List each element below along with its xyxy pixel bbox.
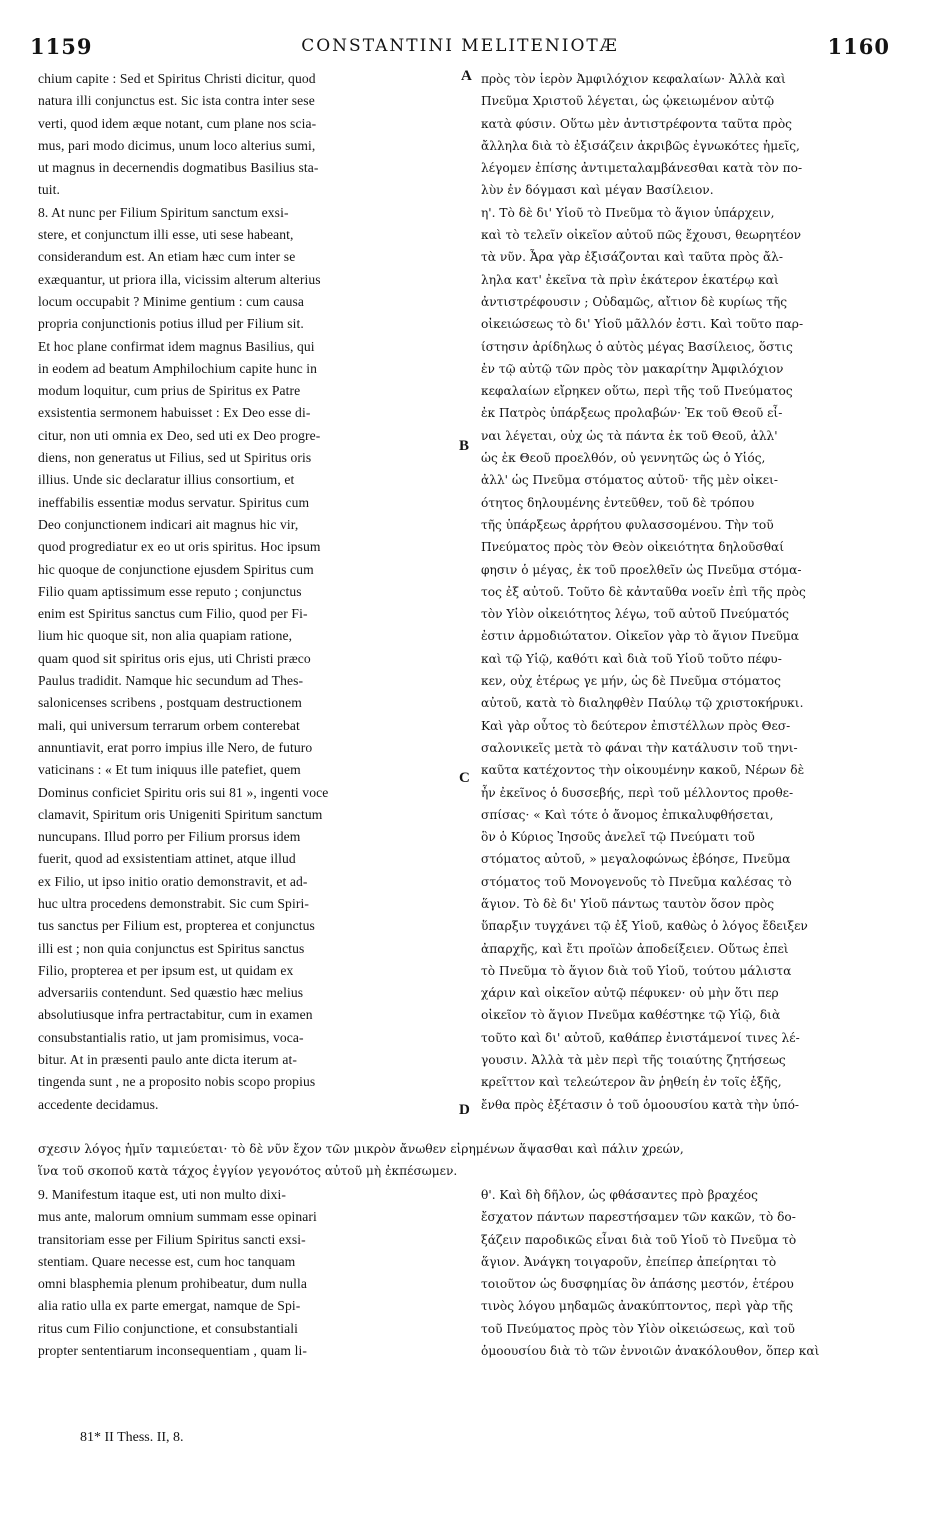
text-line: huc ultra procedens demonstrabit. Sic cum Spiri- [38, 895, 309, 911]
text-line: accedente decidamus. [38, 1096, 159, 1112]
text-line: λὺν ἐν δόγμασι καὶ μέγαν Βασίλειον. [481, 183, 714, 198]
text-line: stere, et conjunctum illi esse, uti sese habeant, [38, 227, 294, 243]
text-line: modum loquitur, cum prius de Spiritus ex Patre [38, 383, 301, 399]
text-line: κρεῖττον καὶ τελεώτερον ἂν ῥηθείη ἐν τοῖς ἑξῆς, [481, 1075, 782, 1090]
text-line: in eodem ad beatum Amphilochium capite hunc in [38, 360, 318, 376]
text-line: Πνεῦμα Χριστοῦ λέγεται, ὡς ᾠκειωμένον αὐτῷ [481, 94, 775, 109]
text-line: σπίσας· « Καὶ τότε ὁ ἄνομος ἐπικαλυφθήσεται, [481, 807, 774, 822]
text-line: tingenda sunt , ne a proposito nobis scopo propius [38, 1074, 316, 1090]
footnote: 81* II Thess. II, 8. [80, 1430, 184, 1445]
section-marker-d: D [459, 1102, 470, 1118]
text-line: Καὶ γὰρ οὗτος τὸ δεύτερον ἐπιστέλλων πρὸς Θεσ- [481, 718, 791, 733]
text-line: enim est Spiritus sanctus cum Filio, quod per Fi- [38, 606, 308, 622]
text-line: φησιν ὁ μέγας, ἐκ τοῦ προελθεῖν ὡς Πνεῦμα στόμα- [481, 562, 802, 577]
text-line: Filio, propterea et per ipsum est, ut quidam ex [38, 962, 294, 978]
text-line: τοιοῦτον ὡς δυσφημίας ὂν ἁπάσης μεστόν, ἑτέρου [481, 1277, 794, 1292]
text-line: Dominus conficiet Spiritu oris sui 81 », ingenti voce [38, 784, 329, 800]
text-line: illius. Unde sic declaratur illius consortium, et [38, 472, 295, 488]
text-line: nuncupans. Illud porro per Filium prorsus idem [38, 829, 301, 845]
text-line: ut magnus in decernendis dogmatibus Basilius sta- [38, 160, 319, 176]
text-line: Πνεύματος πρὸς τὸν Θεὸν οἰκειότητα δηλοῦσθαί [481, 540, 785, 555]
text-line: ἀπαρχῆς, καὶ ἔτι προϊὼν ἀποδείξειεν. Οὕτως ἐπεὶ [481, 941, 789, 956]
text-line: ἐστιν ἁρμοδιώτατον. Οἰκεῖον γὰρ τὸ ἅγιον Πνεῦμα [481, 629, 800, 644]
text-line: adversariis contendunt. Sed quæstio hæc melius [38, 985, 304, 1001]
text-line: Filio quam aptissimum esse reputo ; conjunctus [38, 583, 302, 599]
text-line: omni blasphemia plenum prohibeatur, dum nulla [38, 1276, 307, 1292]
text-line: bitur. At in præsenti paulo ante dicta iterum at- [38, 1052, 297, 1068]
text-line: τῆς ὑπάρξεως ἀρρήτου φυλασσομένου. Τὴν τοῦ [481, 517, 774, 532]
text-line: transitoriam esse per Filium Spiritus sancti exsi- [38, 1231, 306, 1247]
text-line: Deo conjunctionem indicari ait magnus hic vir, [38, 516, 299, 532]
text-line: σαλονικεῖς μετὰ τὸ φάναι τὴν κατάλυσιν τοῦ τηνι- [481, 740, 798, 755]
text-line: λέγομεν ἐπίσης ἀντιμεταλαμβάνεσθαι κατὰ τὸν πο- [481, 161, 803, 176]
text-line: diens, non generatus ut Filius, sed ut Spiritus oris [38, 450, 312, 466]
text-line: γουσιν. Ἀλλὰ τὰ μὲν περὶ τῆς τοιαύτης ζητήσεως [481, 1053, 786, 1068]
text-line: τινὸς λόγου μηδαμῶς ἀνακύπτοντος, περὶ γὰρ τῆς [481, 1299, 793, 1314]
latin-column-top [38, 68, 458, 1116]
text-line: illi est ; non quia conjunctus est Spiritus sanctus [38, 940, 305, 956]
text-line: vaticinans : « Et tum iniquus ille patefiet, quem [38, 762, 301, 778]
text-line: καὶ τῷ Υἱῷ, καθότι καὶ διὰ τοῦ Υἱοῦ τοῦτο πέφυ- [481, 651, 782, 666]
text-line: propria conjunctionis potius illud per Filium sit. [38, 316, 304, 332]
text-line: πρὸς τὸν ἱερὸν Ἀμφιλόχιον κεφαλαίων· Ἀλλὰ καὶ [481, 72, 786, 86]
text-line: ἐν τῷ αὐτῷ τῶν πρὸς τὸν μακαρίτην Ἀμφιλόχιον [481, 361, 784, 376]
running-title: CONSTANTINI MELITENIOTÆ [301, 36, 619, 56]
text-line: τὸ Πνεῦμα τὸ ἅγιον διὰ τοῦ Υἱοῦ, τούτου μάλιστα [481, 963, 792, 978]
section-marker-b: B [459, 438, 470, 454]
text-line: ἔσχατον πάντων παρεστήσαμεν τῶν κακῶν, τὸ δο- [481, 1210, 796, 1225]
text-line: exsistentia sermonem habuisset : Ex Deo esse di- [38, 405, 311, 421]
text-line: mus ante, malorum omnium summam esse opinari [38, 1209, 317, 1225]
text-line: ἀντιστρέφουσιν ; Οὐδαμῶς, αἴτιον δὲ κυρίως τῆς [481, 294, 788, 309]
text-line: natura illi conjunctus est. Sic ista contra inter sese [38, 93, 315, 109]
text-line: χάριν καὶ οἰκεῖον αὐτῷ πέφυκεν· οὐ μὴν ὅτι περ [481, 986, 779, 1001]
text-line: τὸν Υἱὸν οἰκειότητος λέγω, τοῦ αὐτοῦ Πνεύματός [481, 607, 789, 622]
text-line: αὐτοῦ, κατὰ τὸ διαληφθὲν Παύλῳ τῷ χριστοκήρυκι. [481, 696, 804, 711]
text-line: ξάζειν παροδικῶς εἶναι διὰ τοῦ Υἱοῦ τὸ Πνεῦμα τὸ [481, 1232, 797, 1247]
text-line: annuntiavit, erat porro impius ille Nero, de futuro [38, 739, 313, 755]
page-header [30, 34, 890, 64]
text-line: clamavit, Spiritum oris Unigeniti Spiritum sanctum [38, 806, 323, 822]
text-line: ἄλληλα διὰ τὸ ἐξισάζειν ἀκριβῶς ἐγνωκότες ἡμεῖς, [481, 138, 800, 153]
text-line: consubstantialis ratio, ut jam promisimus, voca- [38, 1029, 304, 1045]
text-line: τοῦτο καὶ δι' αὐτοῦ, καθάπερ ἐνιστάμενοί τινες λέ- [481, 1030, 800, 1045]
text-line: η'. Τὸ δὲ δι' Υἱοῦ τὸ Πνεῦμα τὸ ἅγιον ὑπάρχειν, [481, 205, 775, 220]
text-line: ὕπαρξιν τυγχάνει τῷ ἐξ Υἱοῦ, καθὼς ὁ λόγος ἔδειξεν [481, 919, 808, 934]
text-line: ἦν ἐκεῖνος ὁ δυσσεβής, περὶ τοῦ μέλλοντος προθε- [481, 785, 794, 800]
text-line: ἵνα τοῦ σκοποῦ κατὰ τάχος ἐγγίον γεγονότος αὐτοῦ μὴ ἐκπέσωμεν. [38, 1164, 458, 1179]
text-line: tus sanctus per Filium est, propterea et conjunctus [38, 918, 315, 934]
text-line: lium hic quoque sit, non alia quapiam ratione, [38, 628, 293, 644]
text-line: ληλα κατ' ἐκεῖνα τὰ πρὶν ἑκάτερον ἑκατέρῳ καὶ [481, 272, 779, 287]
text-line: exæquantur, ut priora illa, vicissim alterum alterius [38, 271, 321, 287]
text-line: ἅγιον. Ἀνάγκη τοιγαροῦν, ἐπείπερ ἀπείρηται τὸ [481, 1254, 777, 1269]
text-line: tuit. [38, 182, 61, 198]
text-line: θ'. Καὶ δὴ δῆλον, ὡς φθάσαντες πρὸ βραχέος [481, 1188, 758, 1202]
greek-full-width-block [38, 1138, 893, 1183]
text-line: ineffabilis essentiæ modus servatur. Spiritus cum [38, 494, 310, 510]
text-line: ritus cum Filio conjunctione, et consubstantiali [38, 1320, 299, 1336]
text-line: chium capite : Sed et Spiritus Christi dicitur, quod [38, 71, 316, 86]
text-line: ίστησιν ἀρίδηλως ὁ αὐτὸς μέγας Βασίλειος, ὅστις [481, 339, 793, 354]
text-line: quod progrediatur ex eo ut oris spiritus. Hoc ipsum [38, 539, 321, 555]
text-line: locum occupabit ? Minime gentium : cum causa [38, 293, 305, 309]
text-line: Paulus tradidit. Namque hic secundum ad Thes- [38, 673, 304, 689]
left-column-number: 1159 [30, 34, 93, 59]
text-line: ἀλλ' ὡς Πνεῦμα στόματος αὐτοῦ· τῆς μὲν οἰκει- [481, 473, 778, 488]
text-line: 8. At nunc per Filium Spiritum sanctum exsi- [38, 204, 289, 220]
text-line: σχεσιν λόγος ἡμῖν ταμιεύεται· τὸ δὲ νῦν ἔχον τῶν μικρὸν ἄνωθεν εἰρημένων ἅψασθαι καὶ πάλιν χρεών, [38, 1142, 684, 1156]
text-line: considerandum est. An etiam hæc cum inter se [38, 249, 296, 265]
right-column-number: 1160 [827, 34, 890, 59]
text-line: stentiam. Quare necesse est, cum hoc tanquam [38, 1253, 296, 1269]
text-line: τοῦ Πνεύματος πρὸς τὸν Υἱὸν οἰκειώσεως, καὶ τοῦ [481, 1321, 795, 1336]
text-line: τὰ νῦν. Ἆρα γὰρ ἐξισάζονται καὶ ταῦτα πρὸς ἄλ- [481, 250, 784, 265]
text-line: hic quoque de conjunctione ejusdem Spiritus cum [38, 561, 314, 577]
greek-column-bottom [481, 1184, 893, 1362]
text-line: absolutiusque infra pertractabitur, cum in examen [38, 1007, 313, 1023]
text-line: ναι λέγεται, οὐχ ὡς τὰ πάντα ἐκ τοῦ Θεοῦ, ἀλλ' [481, 428, 778, 443]
text-line: mus, pari modo dicimus, unum loco alterius sumi, [38, 137, 316, 153]
text-line: οἰκεῖον τὸ ἅγιον Πνεῦμα καθέστηκε τῷ Υἱῷ, διὰ [481, 1008, 781, 1023]
text-line: ὁμοουσίου διὰ τὸ τῶν ἐννοιῶν ἀνακόλουθον, ὅπερ καὶ [481, 1344, 820, 1359]
text-line: καὶ τὸ τελεῖν οἰκεῖον αὐτοῦ πῶς ἔχουσι, θεωρητέον [481, 228, 802, 243]
text-line: ἅγιον. Τὸ δὲ δι' Υἱοῦ πάντως ταυτὸν ὅσον πρὸς [481, 896, 775, 911]
section-marker-c: C [459, 770, 470, 786]
text-line: citur, non uti omnia ex Deo, sed uti ex Deo progre- [38, 427, 321, 443]
greek-column-top [481, 68, 893, 1116]
text-line: ὡς ἐκ Θεοῦ προελθόν, οὐ γεννητῶς ὡς ὁ Υἱός, [481, 451, 766, 466]
section-marker-a: A [461, 68, 472, 84]
text-line: ex Filio, ut ipso initio oratio demonstravit, et ad- [38, 873, 308, 889]
text-line: κεν, οὐχ ἑτέρως γε μήν, ὡς δὲ Πνεῦμα στόματος [481, 674, 781, 689]
text-line: κατὰ φύσιν. Οὕτω μὲν ἀντιστρέφοντα ταῦτα πρὸς [481, 116, 792, 131]
text-line: ἐκ Πατρὸς ὑπάρξεως προλαβών· Ἐκ τοῦ Θεοῦ εἶ- [481, 406, 783, 421]
text-line: ἔνθα πρὸς ἐξέτασιν ὁ τοῦ ὁμοουσίου κατὰ τὴν ὑπό- [481, 1097, 800, 1112]
text-line: mali, qui universum terrarum orbem conterebat [38, 717, 300, 733]
text-line: ότητος δηλουμένης ἐντεῦθεν, τοῦ δὲ τρόπου [481, 495, 755, 510]
text-line: καῦτα κατέχοντος τὴν οἰκουμένην κακοῦ, Νέρων δὲ [481, 763, 805, 778]
text-line: propter sententiarum inconsequentiam , quam li- [38, 1343, 307, 1359]
text-line: οἰκειώσεως τὸ δι' Υἱοῦ μᾶλλόν ἐστι. Καὶ τοῦτο παρ- [481, 317, 804, 332]
text-line: quam quod sit spiritus oris ejus, uti Christi præco [38, 650, 311, 666]
text-line: κεφαλαίων εἴρηκεν οὕτω, περὶ τῆς τοῦ Πνεύματος [481, 384, 793, 399]
text-line: στόματος αὐτοῦ, » μεγαλοφώνως ἐβόησε, Πνεῦμα [481, 852, 791, 867]
text-line: alia ratio ulla ex parte emergat, namque de Spi- [38, 1298, 301, 1314]
text-line: salonicenses scribens , postquam destructionem [38, 695, 302, 711]
text-line: Et hoc plane confirmat idem magnus Basilius, qui [38, 338, 315, 354]
text-line: 9. Manifestum itaque est, uti non multo dixi- [38, 1187, 287, 1202]
text-line: στόματος τοῦ Μονογενοῦς τὸ Πνεῦμα καλέσας τὸ [481, 874, 792, 889]
text-line: ὃν ὁ Κύριος Ἰησοῦς ἀνελεῖ τῷ Πνεύματι τοῦ [481, 830, 755, 845]
text-line: verti, quod idem æque notant, cum plane nos scia- [38, 115, 317, 131]
text-line: fuerit, quod ad exsistentiam attinet, atque illud [38, 851, 296, 867]
latin-column-bottom [38, 1184, 458, 1362]
text-line: τος ἐξ αὐτοῦ. Τοῦτο δὲ κἀνταῦθα νοεῖν ἐπὶ τῆς πρὸς [481, 584, 806, 599]
